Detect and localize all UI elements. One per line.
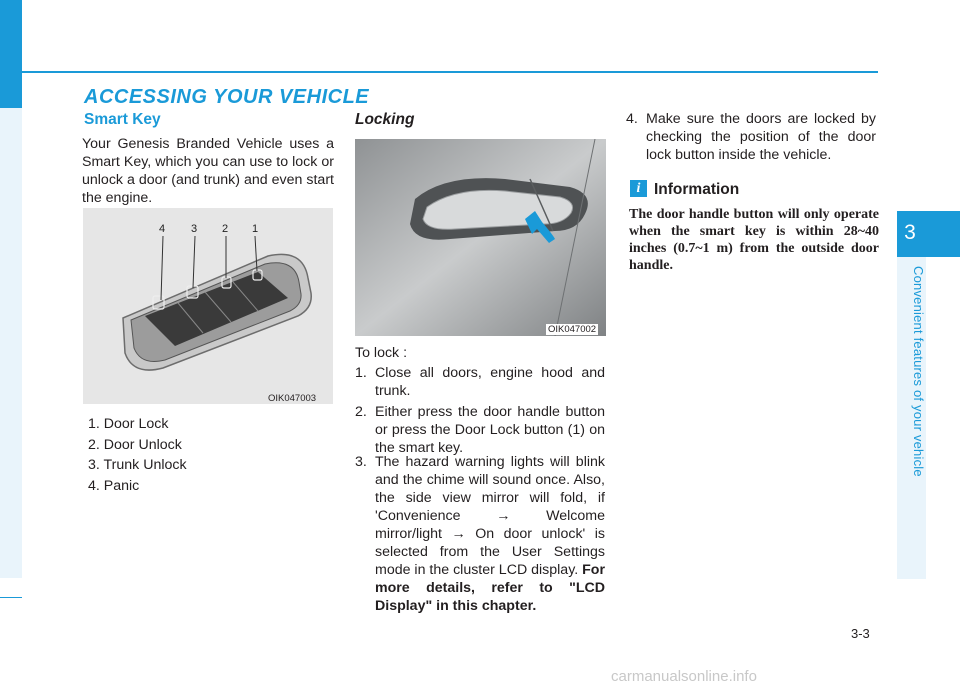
callout-1: 1 <box>252 223 259 235</box>
info-icon: i <box>630 180 647 197</box>
figure-caption: OIK047003 <box>268 393 317 404</box>
list-item: 4. Panic <box>88 477 140 494</box>
list-item <box>355 364 605 400</box>
chapter-label: Convenient features of your vehicle <box>911 266 926 477</box>
list-item <box>626 110 876 164</box>
smart-key-illustration <box>83 208 333 404</box>
door-handle-illustration <box>355 139 606 336</box>
locking-intro: To lock : <box>355 345 408 361</box>
left-divider <box>0 597 22 598</box>
list-item: 3. Trunk Unlock <box>88 457 187 473</box>
step-text: Either press the door handle button or press the Door Lock button (1) on the smart key. <box>375 404 605 456</box>
list-item <box>355 403 605 457</box>
step-number: 4. <box>626 111 638 127</box>
door-handle-figure <box>355 139 606 336</box>
smart-key-heading: Smart Key <box>84 111 161 128</box>
step-text: The hazard warning lights will blink and the chime will sound once. Also, the side view mirror will fold, if 'Convenience → Welcome mirror/light → On door unlock' is selected from the User Settings mode in the cluster LCD display. <box>375 454 605 578</box>
information-heading: Information <box>654 181 740 198</box>
step-number: 1. <box>355 365 367 381</box>
list-item: 2. Door Unlock <box>88 436 182 453</box>
locking-heading: Locking <box>355 111 415 128</box>
header-rule <box>22 71 878 73</box>
step-reference: For more details, refer to "LCD Display" in this chapter. <box>375 562 605 614</box>
left-accent-block <box>0 0 22 108</box>
watermark: carmanualsonline.info <box>611 668 757 685</box>
button-legend <box>88 414 187 496</box>
information-text: The door handle button will only operate when the smart key is within 28~40 inches (0.7~1 m) from the outside door handle. <box>629 207 879 273</box>
callout-2: 2 <box>222 223 229 235</box>
page-number: 3-3 <box>851 626 870 641</box>
chapter-number: 3 <box>904 221 916 244</box>
figure-caption: OIK047002 <box>548 324 597 335</box>
callout-3: 3 <box>191 223 198 235</box>
list-item <box>355 453 605 615</box>
section-title: ACCESSING YOUR VEHICLE <box>84 86 370 108</box>
step-number: 2. <box>355 404 367 420</box>
step-number: 3. <box>355 454 367 470</box>
step-text-block <box>375 453 605 615</box>
step-text: Make sure the doors are locked by checking the position of the door lock button inside the vehicle. <box>646 111 876 163</box>
list-item: 1. Door Lock <box>88 416 169 432</box>
callout-4: 4 <box>159 223 166 235</box>
smart-key-figure <box>83 208 333 404</box>
smart-key-paragraph: Your Genesis Branded Vehicle uses a Smart Key, which you can use to lock or unlock a door (and trunk) and even start the engine. <box>82 136 334 206</box>
step-text: Close all doors, engine hood and trunk. <box>375 365 605 399</box>
